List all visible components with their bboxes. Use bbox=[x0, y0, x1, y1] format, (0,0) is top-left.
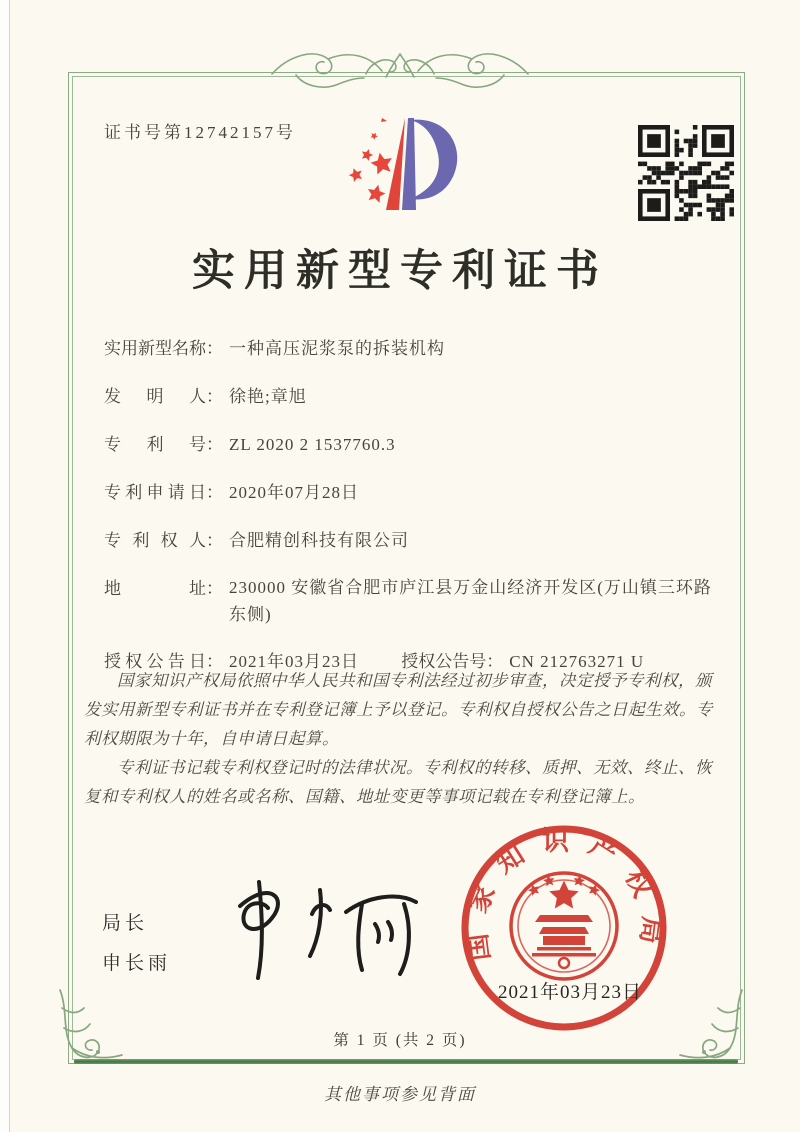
seal-date: 2021年03月23日 bbox=[497, 982, 642, 1003]
legal-paragraph-2: 专利证书记载专利权登记时的法律状况。专利权的转移、质押、无效、终止、恢复和专利权人的姓名或名称、国籍、地址变更等事项记载在专利登记簿上。 bbox=[84, 758, 712, 806]
field-colon: ： bbox=[206, 531, 223, 550]
field-colon: ： bbox=[206, 339, 223, 358]
certificate-fields bbox=[104, 334, 720, 695]
field-value: 徐艳;章旭 bbox=[229, 387, 307, 406]
legal-paragraph-1: 国家知识产权局依照中华人民共和国专利法经过初步审查，决定授予专利权，颁发实用新型专利证书并在专利登记簿上予以登记。专利权自授权公告之日起生效。专利权期限为十年，自申请日起算。 bbox=[84, 671, 713, 748]
back-side-note: 其他事项参见背面 bbox=[324, 1085, 476, 1104]
signer-name: 申长雨 bbox=[102, 953, 172, 974]
certificate-number: 证书号第12742157号 bbox=[104, 123, 296, 142]
field-label: 专利权人 bbox=[104, 531, 206, 550]
field-row-filing-date bbox=[104, 478, 720, 507]
field-value: 2020年07月28日 bbox=[229, 483, 359, 502]
field-value: 合肥精创科技有限公司 bbox=[229, 531, 409, 550]
field-value: 2021年03月23日 bbox=[229, 652, 359, 671]
top-center-flourish-ornament bbox=[270, 44, 530, 104]
field-colon: ： bbox=[206, 435, 223, 454]
signer-role: 局长 bbox=[102, 913, 149, 934]
field-value: 一种高压泥浆泵的拆装机构 bbox=[229, 339, 445, 358]
field-colon: ： bbox=[206, 579, 223, 598]
field-value: ZL 2020 2 1537760.3 bbox=[229, 435, 396, 454]
seal-national-emblem bbox=[511, 873, 617, 979]
field-row-address bbox=[104, 574, 720, 628]
field-row-patent-number bbox=[104, 430, 720, 459]
bottom-border-rule bbox=[74, 1059, 738, 1064]
page-number: 第 1 页 (共 2 页) bbox=[333, 1032, 467, 1049]
scan-edge-artifact bbox=[0, 0, 10, 1132]
legal-text bbox=[84, 666, 726, 811]
field-value: CN 212763271 U bbox=[509, 652, 645, 671]
cnipa-logo-icon bbox=[330, 102, 476, 230]
qr-code-icon bbox=[638, 125, 734, 221]
certificate-title: 实用新型专利证书 bbox=[192, 248, 608, 295]
field-label: 授权公告日 bbox=[104, 652, 206, 671]
field-row-utility-model-name bbox=[104, 334, 720, 363]
field-value: 230000 安徽省合肥市庐江县万金山经济开发区(万山镇三环路东侧) bbox=[229, 578, 712, 624]
field-label: 专利号 bbox=[104, 435, 206, 454]
field-colon: ： bbox=[206, 483, 223, 502]
field-label: 发明人 bbox=[104, 387, 206, 406]
director-signature-icon bbox=[212, 872, 432, 990]
field-row-patentee bbox=[104, 526, 720, 555]
signer-block bbox=[102, 904, 171, 984]
field-colon: ： bbox=[486, 652, 504, 671]
field-label: 专利申请日 bbox=[104, 483, 206, 502]
field-row-inventor bbox=[104, 382, 720, 411]
field-label: 地址 bbox=[104, 579, 206, 598]
field-label: 实用新型名称 bbox=[104, 339, 206, 358]
field-colon: ： bbox=[206, 387, 223, 406]
field-label: 授权公告号 bbox=[401, 652, 487, 671]
field-colon: ： bbox=[206, 652, 223, 671]
seal-org-text: 国家知识产权局 bbox=[460, 826, 668, 963]
